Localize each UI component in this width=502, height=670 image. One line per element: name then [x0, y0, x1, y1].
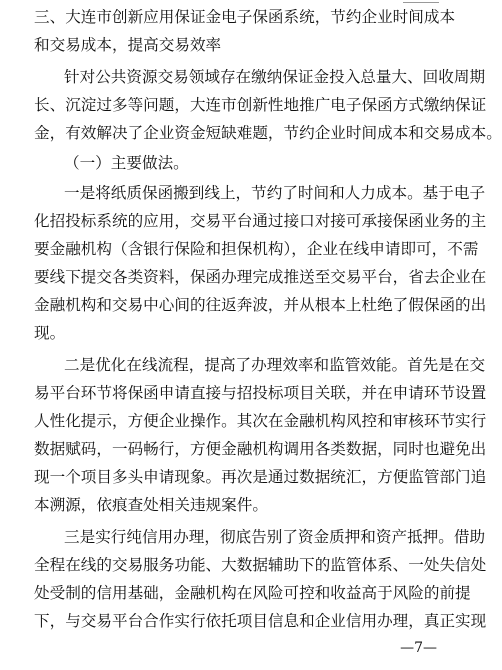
section-heading-line-1: 三、大连市创新应用保证金电子保函系统，节约企业时间成本: [34, 8, 456, 26]
paragraph-line: 处受制的信用基础，金融机构在风险可控和收益高于风险的前提: [34, 584, 471, 602]
paragraph-line: 要金融机构（含银行保险和担保机构），企业在线申请即可，不需: [34, 240, 479, 258]
paragraph-line: 易平台环节将保函申请直接与招投标项目关联，并在申请环节设置: [34, 384, 487, 402]
paragraph-line: 要线下提交各类资料，保函办理完成推送至交易平台，省去企业在: [34, 268, 487, 286]
subheading: （一）主要做法。: [64, 154, 189, 172]
paragraph-line: 下，与交易平台合作实行依托项目信息和企业信用办理，真正实现: [34, 612, 487, 630]
paragraph-line: 一是将纸质保函搬到线上，节约了时间和人力成本。基于电子: [64, 184, 486, 202]
paragraph-line: 金，有效解决了企业资金短缺难题，节约企业时间成本和交易成本。: [34, 124, 502, 142]
paragraph-line: 二是优化在线流程，提高了办理效率和监管效能。首先是在交: [64, 356, 486, 374]
paragraph-line: 数据赋码，一码畅行，方便金融机构调用各类数据，同时也避免出: [34, 440, 487, 458]
paragraph-line: 化招投标系统的应用，交易平台通过接口对接可承接保函业务的主: [34, 212, 487, 230]
paragraph-line: 人性化提示，方便企业操作。其次在金融机构风控和审核环节实行: [34, 412, 487, 430]
paragraph-line: 针对公共资源交易领域存在缴纳保证金投入总量大、回收周期: [64, 68, 486, 86]
paragraph-line: 三是实行纯信用办理，彻底告别了资金质押和资产抵押。借助: [64, 528, 486, 546]
paragraph-line: 现。: [34, 324, 66, 342]
section-heading-line-2: 和交易成本，提高交易效率: [34, 36, 222, 54]
paragraph-line: 长、沉淀过多等问题，大连市创新性地推广电子保函方式缴纳保证: [34, 96, 487, 114]
paragraph-line: 全程在线的交易服务功能、大数据辅助下的监管体系、一处失信处: [34, 556, 487, 574]
page-number: —7—: [400, 640, 437, 656]
paragraph-line: 现一个项目多头申请现象。再次是通过数据统汇，方便监管部门追: [34, 468, 487, 486]
paragraph-line: 金融机构和交易中心间的往返奔波，并从根本上杜绝了假保函的出: [34, 296, 487, 314]
paragraph-line: 本溯源，依痕查处相关违规案件。: [34, 496, 268, 514]
